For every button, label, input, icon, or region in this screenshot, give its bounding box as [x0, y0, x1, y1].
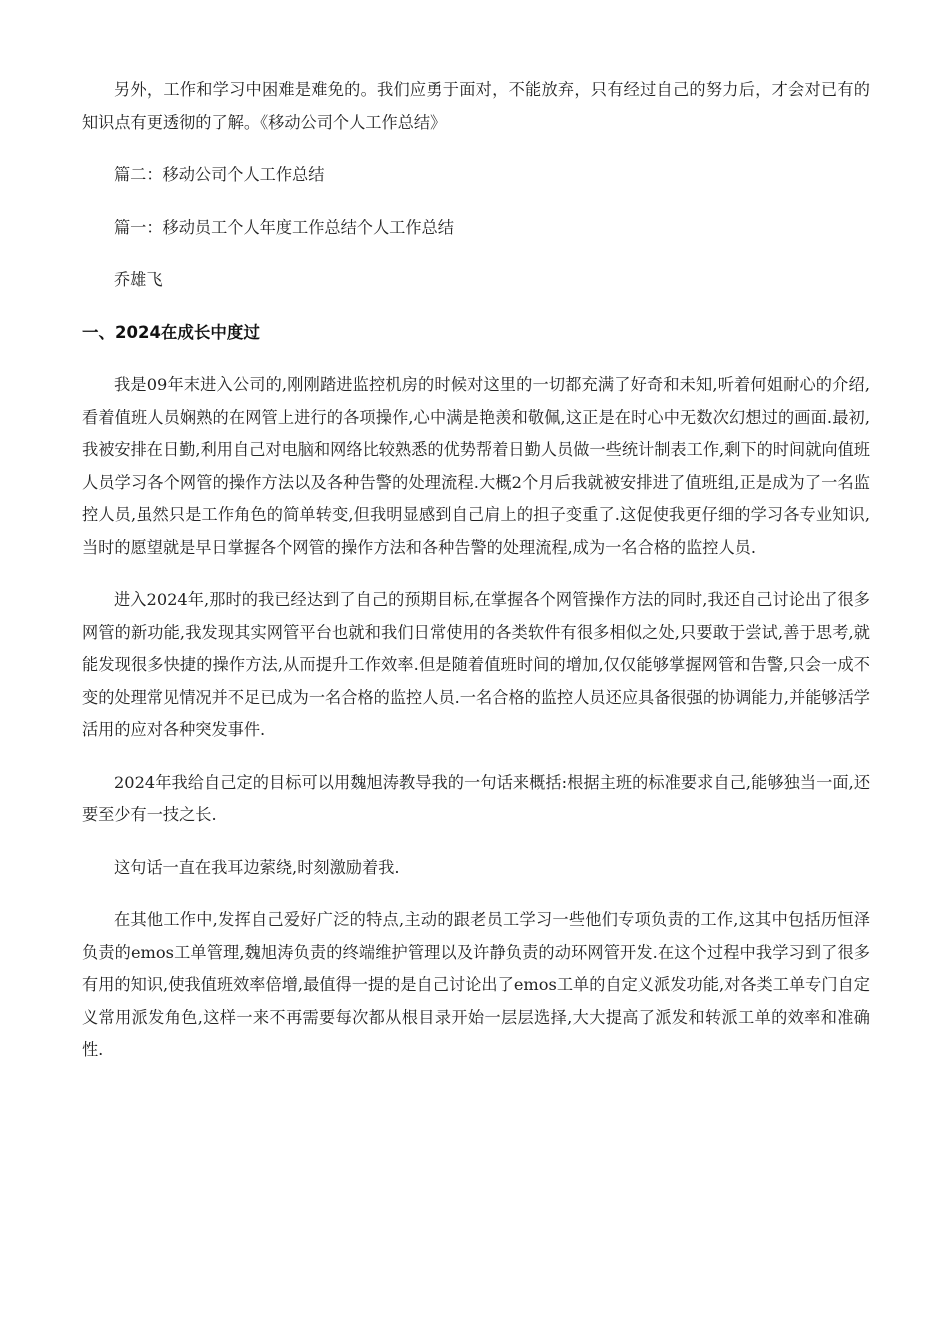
body-paragraph: 我是09年末进入公司的,刚刚踏进监控机房的时候对这里的一切都充满了好奇和未知,听着何姐耐心的介绍,看着值班人员娴熟的在网管上进行的各项操作,心中满是艳羡和敬佩,这正是在时心中无数次幻想过的画面.最初,我被安排在日勤,利用自己对电脑和网络比较熟悉的优势帮着日勤人员做一些统计制表工作,剩下的时间就向值班人员学习各个网管的操作方法以及各种告警的处理流程.大概2个月后我就被安排进了值班组,正是成为了一名监控人员,虽然只是工作角色的简单转变,但我明显感到自己肩上的担子变重了.这促使我更仔细的学习各专业知识,当时的愿望就是早日掌握各个网管的操作方法和各种告警的处理流程,成为一名合格的监控人员. [82, 375, 870, 557]
body-paragraph: 这句话一直在我耳边萦绕,时刻激励着我. [114, 857, 400, 877]
author-name: 乔雄飞 [114, 270, 163, 289]
document-page [82, 74, 870, 1087]
body-paragraph: 进入2024年,那时的我已经达到了自己的预期目标,在掌握各个网管操作方法的同时,我还自己讨论出了很多网管的新功能,我发现其实网管平台也就和我们日常使用的各类软件有很多相似之处,只要敢于尝试,善于思考,就能发现很多快捷的操作方法,从而提升工作效率.但是随着值班时间的增加,仅仅能够掌握网管和告警,只会一成不变的处理常见情况并不足已成为一名合格的监控人员.一名合格的监控人员还应具备很强的协调能力,并能够活学活用的应对各种突发事件. [82, 590, 870, 739]
section-heading: 一、2024在成长中度过 [82, 322, 260, 342]
intro-paragraph: 另外，工作和学习中困难是难免的。我们应勇于面对，不能放弃，只有经过自己的努力后，才会对已有的知识点有更透彻的了解。《移动公司个人工作总结》 [82, 80, 870, 132]
body-paragraph: 在其他工作中,发挥自己爱好广泛的特点,主动的跟老员工学习一些他们专项负责的工作,这其中包括历恒泽负责的emos工单管理,魏旭涛负责的终端维护管理以及许静负责的动环网管开发.在这个过程中我学习到了很多有用的知识,使我值班效率倍增,最值得一提的是自己讨论出了emos工单的自定义派发功能,对各类工单专门自定义常用派发角色,这样一来不再需要每次都从根目录开始一层层选择,大大提高了派发和转派工单的效率和准确性. [82, 910, 870, 1059]
body-paragraph: 2024年我给自己定的目标可以用魏旭涛教导我的一句话来概括:根据主班的标准要求自己,能够独当一面,还要至少有一技之长. [82, 772, 870, 824]
part-one-title: 篇一：移动员工个人年度工作总结个人工作总结 [114, 217, 454, 237]
part-two-title: 篇二：移动公司个人工作总结 [114, 165, 325, 184]
